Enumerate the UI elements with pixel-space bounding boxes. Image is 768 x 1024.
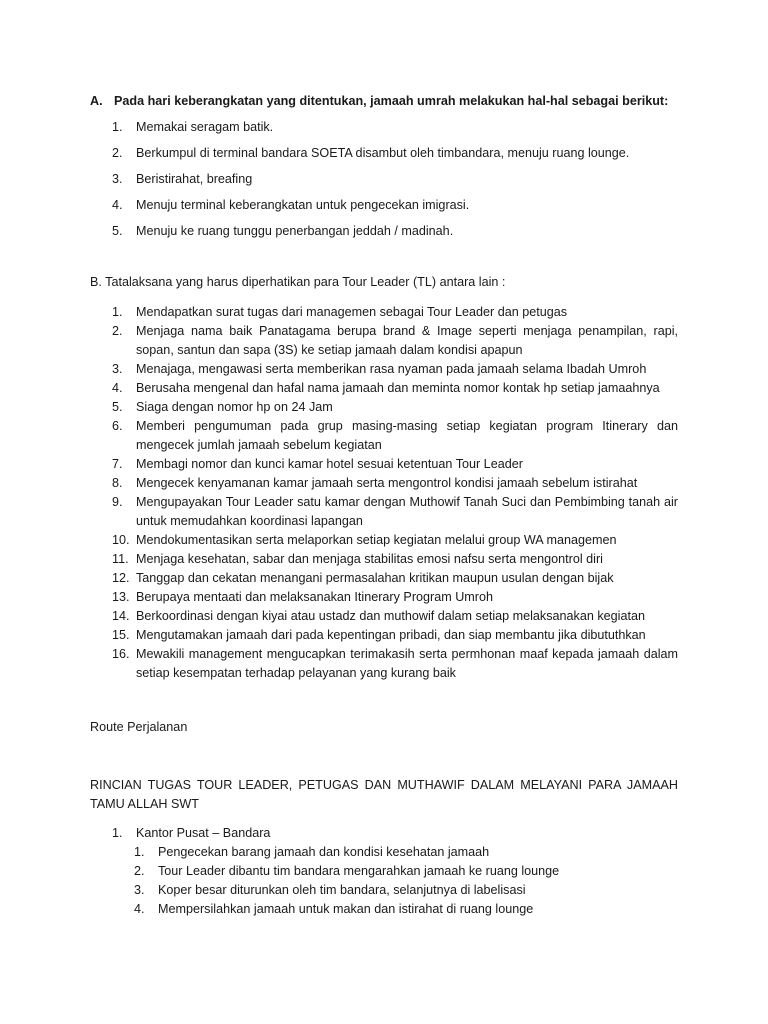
- list-item: 1. Kantor Pusat – Bandara: [112, 826, 271, 840]
- list-item: 5. Menuju ke ruang tunggu penerbangan jeddah / madinah.: [112, 224, 454, 238]
- list-item: 14. Berkoordinasi dengan kiyai atau ustadz dan muthowif dalam setiap melaksanakan kegiatan: [112, 609, 645, 623]
- sub-list-item: 2. Tour Leader dibantu tim bandara mengarahkan jamaah ke ruang lounge: [134, 864, 560, 878]
- list-item: 2. Menjaga nama baik Panatagama berupa brand & Image seperti menjaga penampilan, rapi, sopan, santun dan sapa (3S) ke setiap jamaah dalam kondisi apapun: [112, 324, 678, 357]
- sub-list: [134, 843, 672, 919]
- list-item: 8. Mengecek kenyamanan kamar jamaah serta mengontrol kondisi jamaah sebelum istirahat: [112, 476, 638, 490]
- list-item: 1. Mendapatkan surat tugas dari managemen sebagai Tour Leader dan petugas: [112, 305, 568, 319]
- list-item: 13. Berupaya mentaati dan melaksanakan Itinerary Program Umroh: [112, 590, 493, 604]
- section-a-marker: A.: [90, 94, 103, 108]
- list-item: 3. Menajaga, mengawasi serta memberikan rasa nyaman pada jamaah selama Ibadah Umroh: [112, 362, 647, 376]
- list-item: 5. Siaga dengan nomor hp on 24 Jam: [112, 400, 333, 414]
- section-b-heading: B. Tatalaksana yang harus diperhatikan para Tour Leader (TL) antara lain :: [90, 275, 506, 289]
- list-item: 3. Beristirahat, breafing: [112, 172, 253, 186]
- list-item: 7. Membagi nomor dan kunci kamar hotel sesuai ketentuan Tour Leader: [112, 457, 523, 471]
- sub-list-item: 3. Koper besar diturunkan oleh tim bandara, selanjutnya di labelisasi: [134, 883, 526, 897]
- list-item: 2. Berkumpul di terminal bandara SOETA disambut oleh timbandara, menuju ruang lounge.: [112, 146, 630, 160]
- section-b-list: [112, 303, 678, 683]
- list-item: 11. Menjaga kesehatan, sabar dan menjaga stabilitas emosi nafsu serta mengontrol diri: [112, 552, 603, 566]
- list-item: 12. Tanggap dan cekatan menangani permasalahan kritikan maupun usulan dengan bijak: [112, 571, 614, 585]
- list-item: 10. Mendokumentasikan serta melaporkan setiap kegiatan melalui group WA managemen: [112, 533, 617, 547]
- list-item: 16. Mewakili management mengucapkan terimakasih serta permhonan maaf kepada jamaah dalam setiap kesempatan terhadap pelayanan yang kurang baik: [112, 647, 678, 680]
- sub-list-item: 4. Mempersilahkan jamaah untuk makan dan istirahat di ruang lounge: [134, 902, 534, 916]
- list-item: 9. Mengupayakan Tour Leader satu kamar dengan Muthowif Tanah Suci dan Pembimbing tanah air untuk memudahkan koordinasi lapangan: [112, 495, 678, 528]
- section-a-heading: [90, 92, 678, 111]
- list-item: 6. Memberi pengumuman pada grup masing-masing setiap kegiatan program Itinerary dan mengecek jumlah jamaah sebelum kegiatan: [112, 419, 678, 452]
- route-heading: Route Perjalanan: [90, 720, 188, 734]
- section-a-heading-text: Pada hari keberangkatan yang ditentukan, jamaah umrah melakukan hal-hal sebagai berikut:: [114, 94, 669, 108]
- list-item: 4. Berusaha mengenal dan hafal nama jamaah dan meminta nomor kontak hp setiap jamaahnya: [112, 381, 660, 395]
- list-item: 4. Menuju terminal keberangkatan untuk pengecekan imigrasi.: [112, 198, 470, 212]
- section-a-list: [112, 118, 672, 248]
- list-item: 15. Mengutamakan jamaah dari pada kepentingan pribadi, dan siap membantu jika dibututhkan: [112, 628, 646, 642]
- list-item: 1. Memakai seragam batik.: [112, 120, 274, 134]
- rincian-heading: RINCIAN TUGAS TOUR LEADER, PETUGAS DAN MUTHAWIF DALAM MELAYANI PARA JAMAAH TAMU ALLAH SWT: [90, 778, 678, 811]
- section-c-list: [112, 824, 672, 919]
- sub-list-item: 1. Pengecekan barang jamaah dan kondisi kesehatan jamaah: [134, 845, 490, 859]
